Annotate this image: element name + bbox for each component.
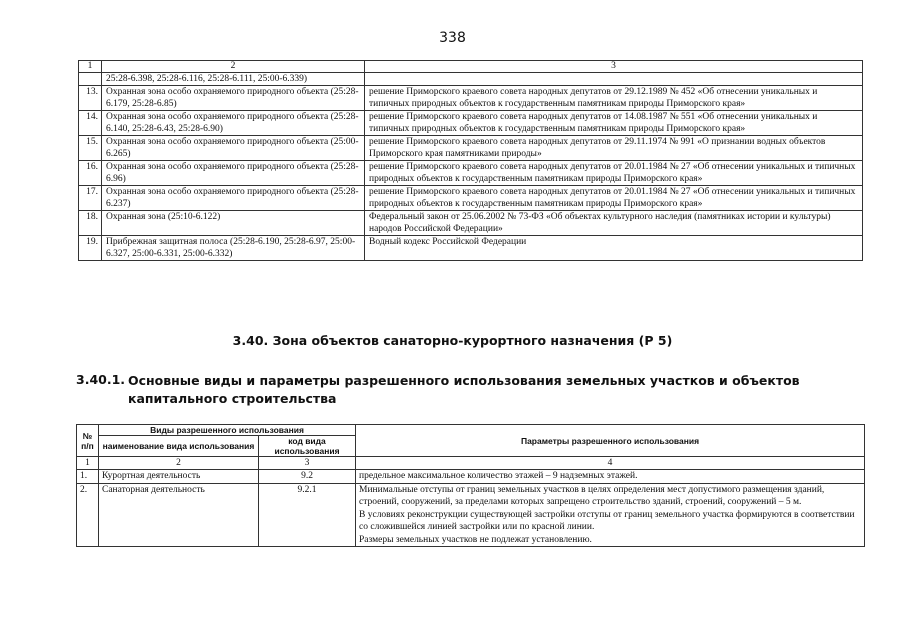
use-params xyxy=(356,470,865,484)
use-name: Санаторная деятельность xyxy=(99,483,259,547)
table-row xyxy=(77,483,865,547)
table-row xyxy=(79,136,863,161)
table-row xyxy=(79,211,863,236)
row-number: 13. xyxy=(79,86,102,111)
column-number: 1 xyxy=(79,61,102,73)
header-uses-group: Виды разрешенного использования xyxy=(99,425,356,436)
table-row xyxy=(77,470,865,484)
use-name: Курортная деятельность xyxy=(99,470,259,484)
legal-basis: решение Приморского краевого совета народных депутатов от 29.12.1989 № 452 «Об отнесении уникальных и типичных природных объектов к государственным памятникам природы Приморского края» xyxy=(365,86,863,111)
row-number: 14. xyxy=(79,111,102,136)
row-number: 15. xyxy=(79,136,102,161)
table-column-numbers xyxy=(77,457,865,470)
table-row xyxy=(79,186,863,211)
legal-basis: решение Приморского краевого совета народных депутатов от 20.01.1984 № 27 «Об отнесении уникальных и типичных природных объектов к государственным памятникам природы Приморского края» xyxy=(365,186,863,211)
table-row xyxy=(79,161,863,186)
row-number: 17. xyxy=(79,186,102,211)
use-code: 9.2 xyxy=(259,470,356,484)
header-use-name: наименование вида использования xyxy=(99,436,259,457)
table-header-row xyxy=(77,425,865,436)
column-number: 3 xyxy=(259,457,356,470)
use-code: 9.2.1 xyxy=(259,483,356,547)
zone-name: Прибрежная защитная полоса (25:28-6.190, 25:28-6.97, 25:00-6.327, 25:00-6.331, 25:00-6.332) xyxy=(102,236,365,261)
table-row xyxy=(79,236,863,261)
param-line: Минимальные отступы от границ земельных участков в целях определения мест допустимого размещения зданий, строений, сооружений, за пределами которых запрещено строительство зданий, строений, сооружений – 5 м. xyxy=(359,484,825,507)
zone-name: Охранная зона особо охраняемого природного объекта (25:00-6.265) xyxy=(102,136,365,161)
column-number: 2 xyxy=(99,457,259,470)
legal-basis: решение Приморского краевого совета народных депутатов от 20.01.1984 № 27 «Об отнесении уникальных и типичных природных объектов к государственным памятникам природы Приморского края» xyxy=(365,161,863,186)
column-number: 3 xyxy=(365,61,863,73)
row-number: 1. xyxy=(77,470,99,484)
page-number: 338 xyxy=(439,30,466,46)
zone-name: Охранная зона особо охраняемого природного объекта (25:28-6.96) xyxy=(102,161,365,186)
continuation-text: 25:28-6.398, 25:28-6.116, 25:28-6.111, 25:00-6.339) xyxy=(102,73,365,86)
zone-name: Охранная зона особо охраняемого природного объекта (25:28-6.140, 25:28-6.43, 25:28-6.90) xyxy=(102,111,365,136)
zone-name: Охранная зона особо охраняемого природного объекта (25:28-6.237) xyxy=(102,186,365,211)
legal-basis: Водный кодекс Российской Федерации xyxy=(365,236,863,261)
param-line: предельное максимальное количество этажей – 9 надземных этажей. xyxy=(359,471,638,481)
legal-basis: решение Приморского краевого совета народных депутатов от 14.08.1987 № 551 «Об отнесении уникальных и типичных природных объектов к государственным памятникам природы Приморского края» xyxy=(365,111,863,136)
use-params xyxy=(356,483,865,547)
row-number: 16. xyxy=(79,161,102,186)
param-line: В условиях реконструкции существующей застройки отступы от границ земельного участка формируются в соответствии со сложившейся линией застройки или по красной линии. xyxy=(359,509,855,532)
header-use-code: код вида использования xyxy=(259,436,356,457)
zone-name: Охранная зона (25:10-6.122) xyxy=(102,211,365,236)
header-params: Параметры разрешенного использования xyxy=(356,425,865,457)
zones-table xyxy=(78,60,863,261)
column-number: 4 xyxy=(356,457,865,470)
row-number: 18. xyxy=(79,211,102,236)
subsection-title: Основные виды и параметры разрешенного использования земельных участков и объектов капитального строительства xyxy=(128,373,800,406)
header-num: № п/п xyxy=(77,425,99,457)
table-row xyxy=(79,86,863,111)
permitted-uses-table xyxy=(76,424,865,547)
param-line: Размеры земельных участков не подлежат установлению. xyxy=(359,534,592,545)
table-row xyxy=(79,73,863,86)
column-number: 1 xyxy=(77,457,99,470)
row-number: 19. xyxy=(79,236,102,261)
subsection-number: 3.40.1. xyxy=(76,372,126,387)
zone-name: Охранная зона особо охраняемого природного объекта (25:28-6.179, 25:28-6.85) xyxy=(102,86,365,111)
table-column-numbers xyxy=(79,61,863,73)
table-row xyxy=(79,111,863,136)
legal-basis: Федеральный закон от 25.06.2002 № 73-ФЗ «Об объектах культурного наследия (памятниках истории и культуры) народов Российской Федерации» xyxy=(365,211,863,236)
row-number: 2. xyxy=(77,483,99,547)
section-title: 3.40. Зона объектов санаторно-курортного назначения (Р 5) xyxy=(232,333,673,348)
column-number: 2 xyxy=(102,61,365,73)
legal-basis: решение Приморского краевого совета народных депутатов от 29.11.1974 № 991 «О признании водных объектов Приморского края памятниками природы» xyxy=(365,136,863,161)
